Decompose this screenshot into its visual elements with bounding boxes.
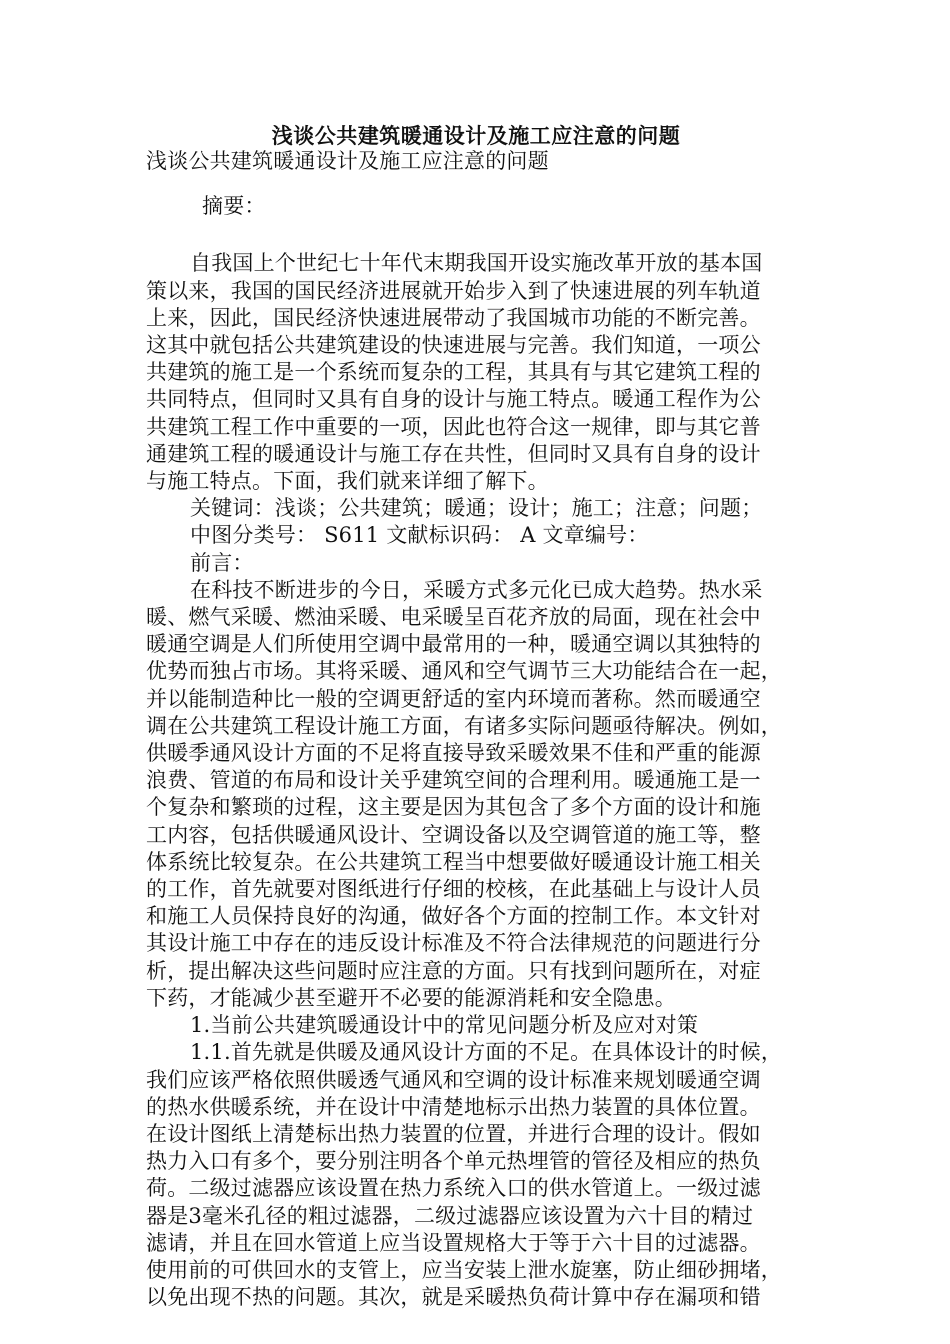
body-text-line: 荷。二级过滤器应该设置在热力系统入口的供水管道上。一级过滤	[146, 1176, 761, 1201]
body-text-line: 共建筑工程工作中重要的一项，因此也符合这一规律，即与其它普	[146, 414, 761, 439]
body-text-line: 前言：	[190, 550, 254, 575]
body-text-line: 浪费、管道的布局和设计关乎建筑空间的合理利用。暖通施工是一	[146, 768, 761, 793]
body-text-line: 的工作，首先就要对图纸进行仔细的校核，在此基础上与设计人员	[146, 877, 761, 902]
body-text-line: 策以来，我国的国民经济进展就开始步入到了快速进展的列车轨道	[146, 278, 761, 303]
body-text-line: 个复杂和繁琐的过程，这主要是因为其包含了多个方面的设计和施	[146, 795, 761, 820]
body-text-line: 自我国上个世纪七十年代末期我国开设实施改革开放的基本国	[190, 251, 763, 276]
body-text-line: 暖、燃气采暖、燃油采暖、电采暖呈百花齐放的局面，现在社会中	[146, 605, 761, 630]
body-text-line: 的热水供暖系统，并在设计中清楚地标示出热力装置的具体位置。	[146, 1094, 761, 1119]
body-text-line: 优势而独占市场。其将采暖、通风和空气调节三大功能结合在一起，	[146, 659, 782, 684]
body-text-line: 析，提出解决这些问题时应注意的方面。只有找到问题所在，对症	[146, 958, 761, 983]
body-text-line: 在科技不断进步的今日，采暖方式多元化已成大趋势。热水采	[190, 577, 763, 602]
body-text-line: 热力入口有多个，要分别注明各个单元热埋管的管径及相应的热负	[146, 1149, 761, 1174]
body-text-line: 下药，才能减少甚至避开不必要的能源消耗和安全隐患。	[146, 985, 676, 1010]
body-text-line: 滤请，并且在回水管道上应当设置规格大于等于六十目的过滤器。	[146, 1230, 761, 1255]
body-text-line: 关键词：浅谈；公共建筑；暖通；设计；施工；注意；问题；	[190, 496, 763, 521]
body-text-line: 这其中就包括公共建筑建设的快速进展与完善。我们知道，一项公	[146, 333, 761, 358]
body-text-line: 在设计图纸上清楚标出热力装置的位置，并进行合理的设计。假如	[146, 1121, 761, 1146]
body-text-line: 调在公共建筑工程设计施工方面，有诸多实际问题亟待解决。例如，	[146, 713, 782, 738]
document-title: 浅谈公共建筑暖通设计及施工应注意的问题	[271, 124, 681, 148]
body-text-line: 工内容，包括供暖通风设计、空调设备以及空调管道的施工等，整	[146, 822, 761, 847]
body-text-line: 1.当前公共建筑暖通设计中的常见问题分析及应对对策	[190, 1013, 699, 1038]
body-text-line: 供暖季通风设计方面的不足将直接导致采暖效果不佳和严重的能源	[146, 741, 761, 766]
body-text-line: 暖通空调是人们所使用空调中最常用的一种，暖通空调以其独特的	[146, 632, 761, 657]
body-text-line: 使用前的可供回水的支管上，应当安装上泄水旋塞，防止细砂拥堵，	[146, 1257, 782, 1282]
body-text-line: 我们应该严格依照供暖透气通风和空调的设计标准来规划暖通空调	[146, 1067, 761, 1092]
document-body	[146, 250, 806, 1311]
body-text-line: 中图分类号： S611 文献标识码： A 文章编号：	[190, 523, 649, 548]
body-text-line: 共建筑的施工是一个系统而复杂的工程，其具有与其它建筑工程的	[146, 360, 761, 385]
body-text-line: 其设计施工中存在的违反设计标准及不符合法律规范的问题进行分	[146, 931, 761, 956]
abstract-label: 摘要：	[202, 194, 266, 219]
body-text-line: 通建筑工程的暖通设计与施工存在共性，但同时又具有自身的设计	[146, 441, 761, 466]
body-text-line: 体系统比较复杂。在公共建筑工程当中想要做好暖通设计施工相关	[146, 849, 761, 874]
body-text-line: 共同特点，但同时又具有自身的设计与施工特点。暖通工程作为公	[146, 387, 761, 412]
body-text-line: 上来，因此，国民经济快速进展带动了我国城市功能的不断完善。	[146, 305, 761, 330]
document-page	[146, 120, 806, 1311]
body-text-line: 1.1.首先就是供暖及通风设计方面的不足。在具体设计的时候，	[190, 1040, 783, 1065]
document-subtitle: 浅谈公共建筑暖通设计及施工应注意的问题	[146, 149, 549, 173]
body-text-line: 器是3毫米孔径的粗过滤器，二级过滤器应该设置为六十目的精过	[146, 1203, 754, 1228]
body-text-line: 并以能制造种比一般的空调更舒适的室内环境而著称。然而暖通空	[146, 686, 761, 711]
body-text-line: 与施工特点。下面，我们就来详细了解下。	[146, 469, 549, 494]
body-text-line: 和施工人员保持良好的沟通，做好各个方面的控制工作。本文针对	[146, 904, 761, 929]
body-text-line: 以免出现不热的问题。其次，就是采暖热负荷计算中存在漏项和错	[146, 1285, 761, 1310]
